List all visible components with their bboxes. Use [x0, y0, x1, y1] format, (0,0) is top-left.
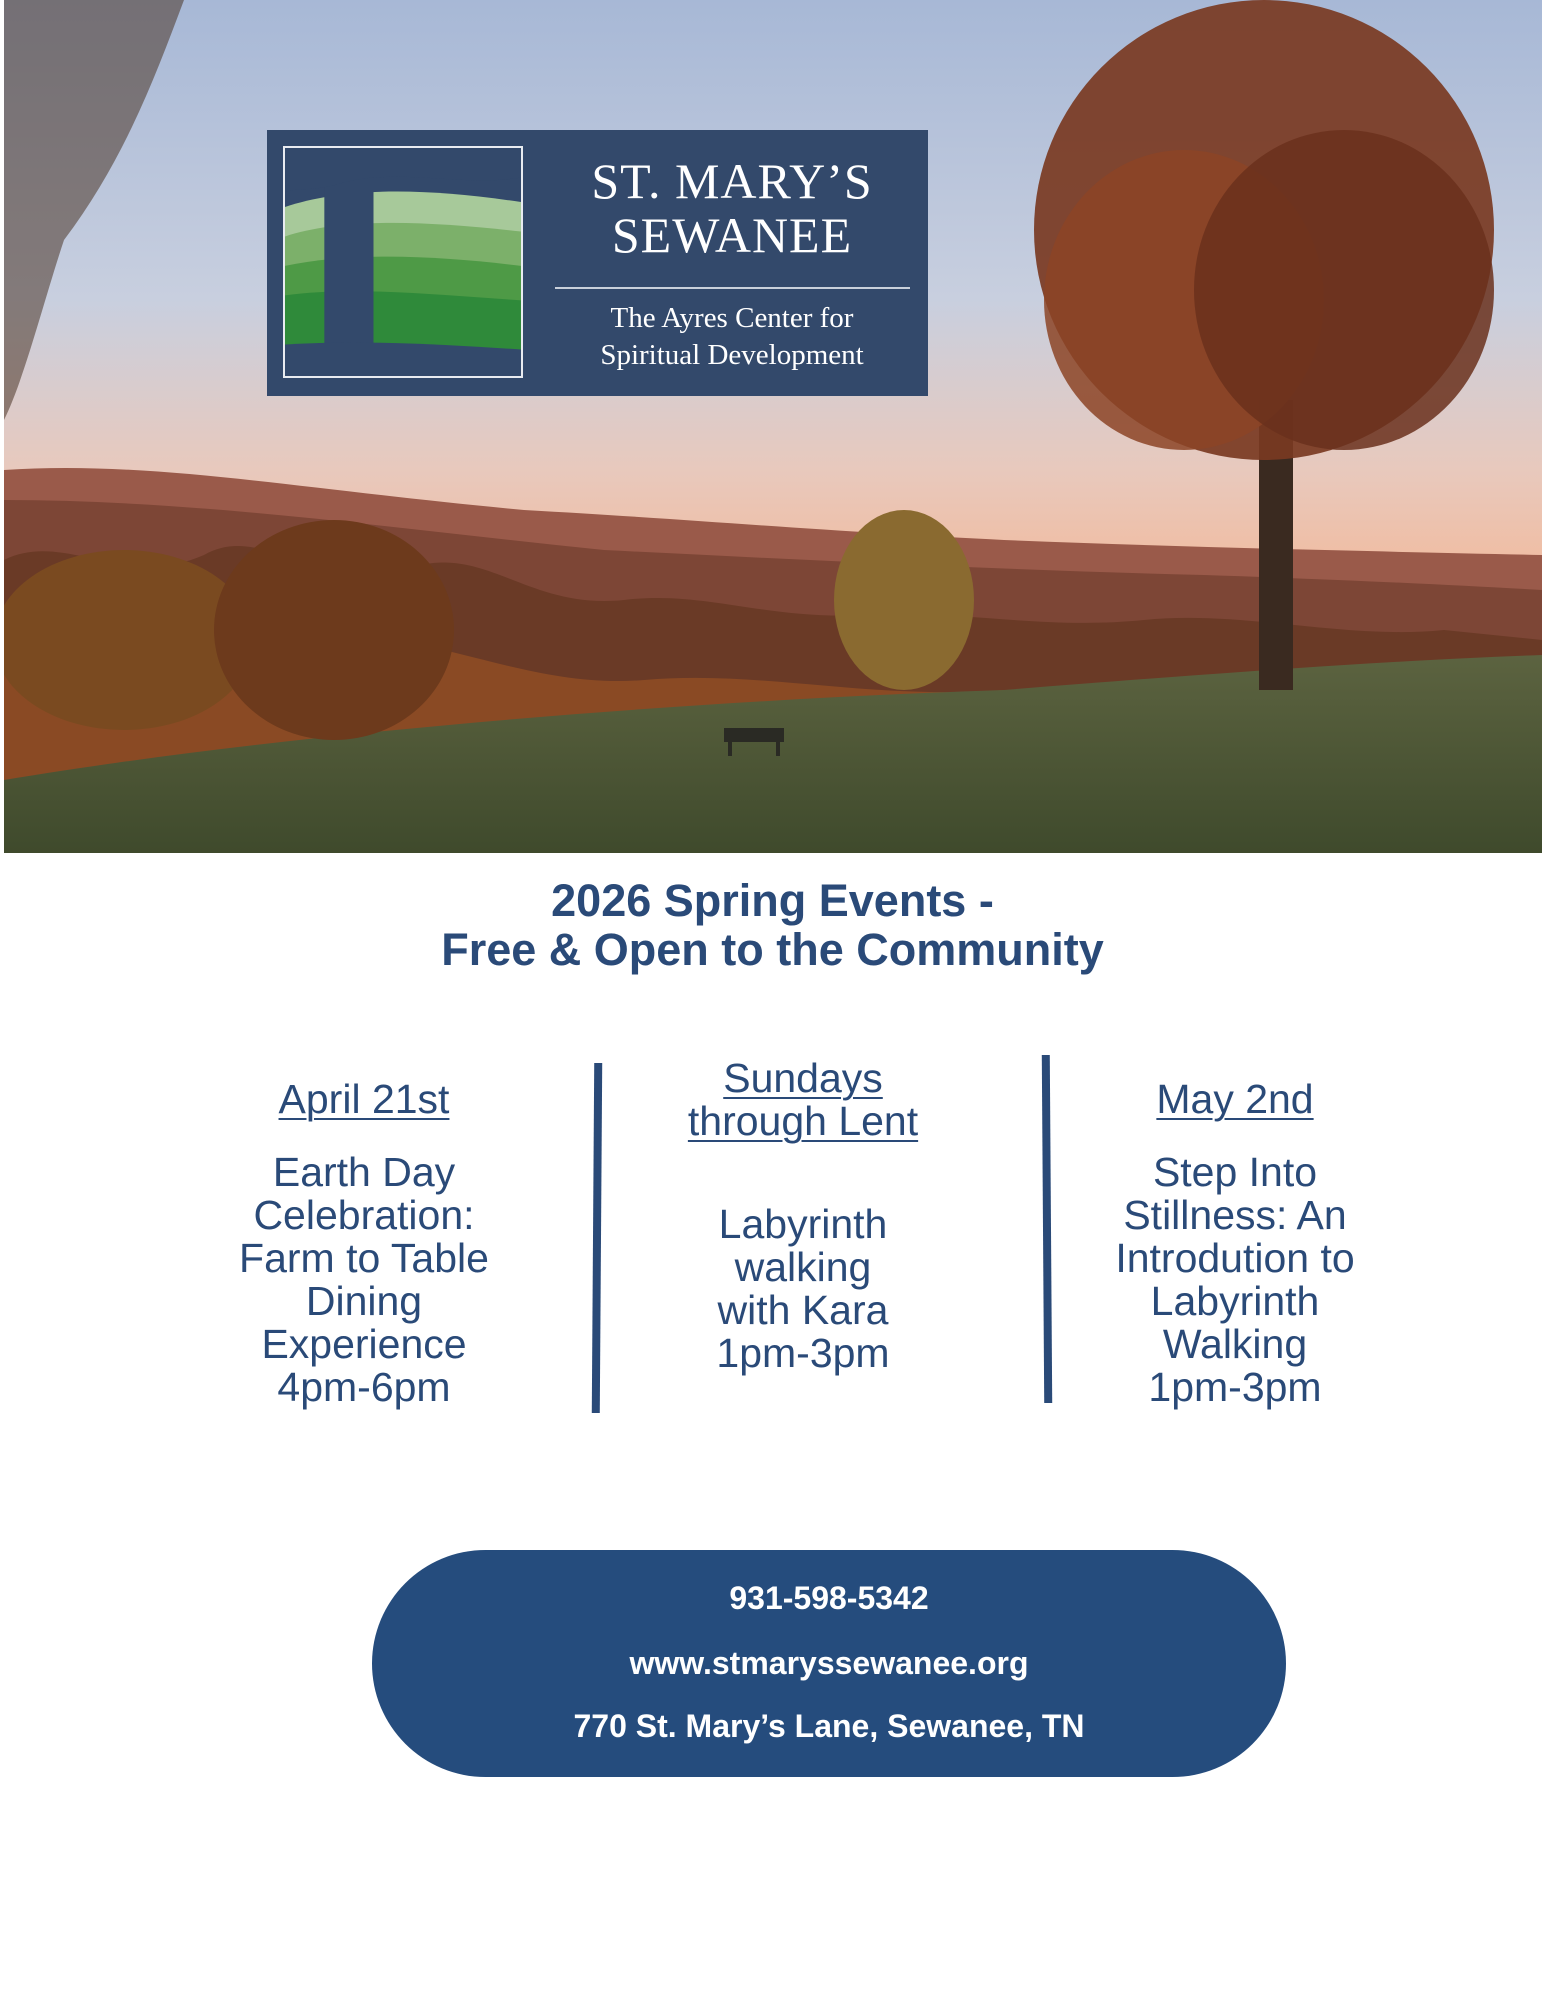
event-column [1060, 1078, 1410, 1409]
column-divider [592, 1063, 602, 1413]
logo-banner [267, 130, 928, 396]
logo-divider [555, 287, 910, 289]
event-column [628, 1057, 978, 1375]
title-line-2: Free & Open to the Community [441, 924, 1104, 975]
logo-subtitle: The Ayres Center for Spiritual Development [600, 302, 864, 371]
event-description: Step Into Stillness: An Introdution to Labyrinth Walking 1pm-3pm [1115, 1149, 1355, 1410]
event-column [194, 1078, 534, 1409]
event-date: Sundays through Lent [687, 1055, 919, 1144]
column-divider [1042, 1055, 1052, 1403]
event-description: Labyrinth walking with Kara 1pm-3pm [716, 1201, 890, 1376]
contact-info-pill [372, 1550, 1286, 1777]
event-date: May 2nd [1156, 1076, 1314, 1122]
logo-name: ST. MARY’S SEWANEE [591, 153, 873, 263]
phone-number: 931-598-5342 [729, 1580, 929, 1616]
tree-landscape-logo-icon [283, 146, 523, 378]
address: 770 St. Mary’s Lane, Sewanee, TN [573, 1708, 1085, 1744]
page-title [0, 876, 1545, 974]
event-date: April 21st [278, 1076, 450, 1122]
hero-photo [4, 0, 1542, 853]
title-line-1: 2026 Spring Events - [551, 875, 994, 926]
website-link[interactable]: www.stmaryssewanee.org [629, 1645, 1029, 1681]
event-description: Earth Day Celebration: Farm to Table Dining Experience 4pm-6pm [239, 1149, 489, 1410]
